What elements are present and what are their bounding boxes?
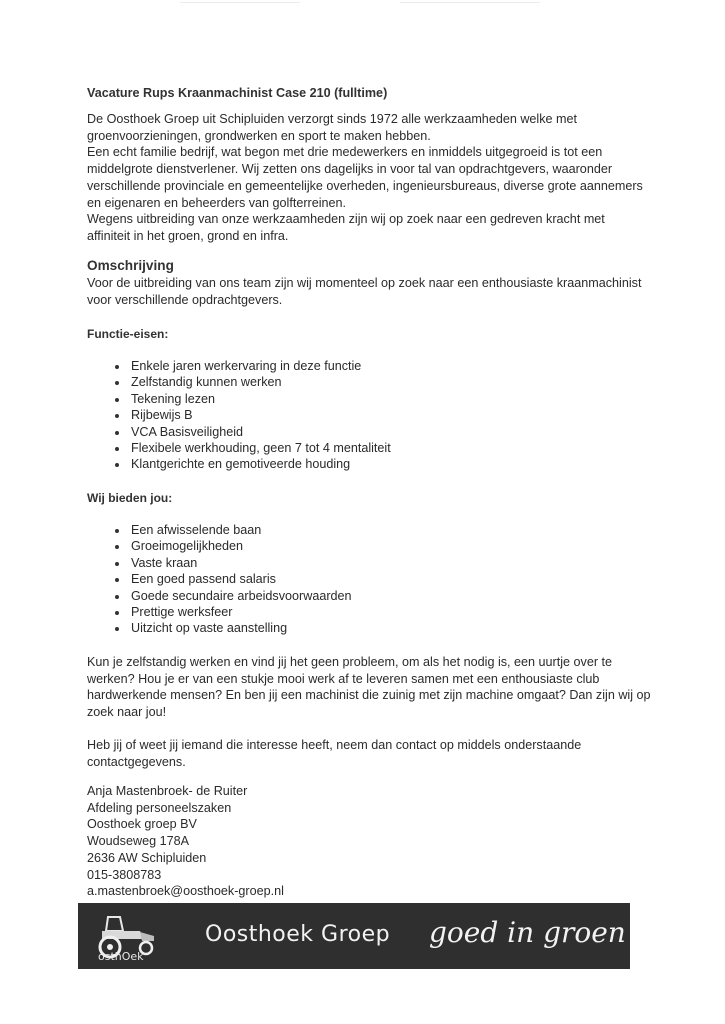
contact-intro-line: contactgegevens. — [87, 754, 186, 769]
contact-city: 2636 AW Schipluiden — [87, 850, 207, 865]
list-item: VCA Basisveiligheid — [112, 424, 391, 440]
wij-bieden-heading: Wij bieden jou: — [87, 491, 173, 505]
page-title: Vacature Rups Kraanmachinist Case 210 (fulltime) — [87, 86, 388, 100]
contact-block — [87, 783, 647, 900]
list-item: Zelfstandig kunnen werken — [112, 374, 391, 390]
brand-tagline: goed in groen — [429, 916, 626, 949]
list-item: Prettige werksfeer — [112, 604, 352, 620]
list-item: Een afwisselende baan — [112, 522, 352, 538]
contact-company: Oosthoek groep BV — [87, 817, 197, 832]
omschrijving-heading: Omschrijving — [87, 258, 174, 273]
list-item: Vaste kraan — [112, 555, 352, 571]
intro-line: Een echt familie bedrijf, wat begon met drie medewerkers en inmiddels uitgegroeid is tot een — [87, 145, 603, 160]
list-item: Goede secundaire arbeidsvoorwaarden — [112, 588, 352, 604]
logo-wordmark: osthOek — [98, 950, 144, 963]
intro-line: en eigenaren en beheerders van golfterreinen. — [87, 195, 347, 210]
closing-paragraph — [87, 654, 651, 721]
scan-artifact — [400, 2, 540, 3]
list-item: Rijbewijs B — [112, 407, 391, 423]
footer-banner — [78, 903, 630, 969]
closing-line: werken? Hou je er van een stukje mooi werk af te leveren samen met een enthousiaste club — [87, 671, 600, 686]
omschrijving-line: Voor de uitbreiding van ons team zijn wij momenteel op zoek naar een enthousiaste kraanmachinist — [87, 276, 642, 290]
intro-line: middelgrote dienstverlener. Wij zetten ons dagelijks in voor tal van opdrachtgevers, waaronder — [87, 162, 613, 177]
list-item: Enkele jaren werkervaring in deze functie — [112, 358, 391, 374]
list-item: Klantgerichte en gemotiveerde houding — [112, 456, 391, 472]
list-item: Een goed passend salaris — [112, 571, 352, 587]
list-item: Groeimogelijkheden — [112, 538, 352, 554]
intro-line: affiniteit in het groen, grond en infra. — [87, 228, 289, 243]
intro-line: groenvoorzieningen, grondwerken en sport te maken hebben. — [87, 128, 431, 143]
wij-bieden-list — [112, 522, 352, 637]
contact-intro-line: Heb jij of weet jij iemand die interesse heeft, neem dan contact op middels onderstaande — [87, 738, 582, 752]
omschrijving-line: voor verschillende opdrachtgevers. — [87, 292, 283, 307]
contact-street: Woudseweg 178A — [87, 834, 189, 849]
contact-department: Afdeling personeelszaken — [87, 800, 232, 815]
omschrijving-paragraph — [87, 275, 647, 308]
contact-email: a.mastenbroek@oosthoek-groep.nl — [87, 884, 284, 899]
list-item: Flexibele werkhouding, geen 7 tot 4 mentaliteit — [112, 440, 391, 456]
intro-line: De Oosthoek Groep uit Schipluiden verzorgt sinds 1972 alle werkzaamheden welke met — [87, 112, 578, 126]
intro-line: verschillende provinciale en gemeentelijke overheden, ingenieursbureaus, diverse grote aannemers — [87, 178, 643, 193]
closing-line: hardwerkende mensen? En ben jij een machinist die zuinig met zijn machine omgaat? Dan zijn wij op — [87, 688, 651, 703]
functie-eisen-heading: Functie-eisen: — [87, 327, 169, 341]
list-item: Tekening lezen — [112, 391, 391, 407]
closing-line: Kun je zelfstandig werken en vind jij het geen probleem, om als het nodig is, een uurtje over te — [87, 655, 613, 669]
brand-name: Oosthoek Groep — [205, 922, 391, 947]
functie-eisen-list — [112, 358, 391, 473]
contact-intro-paragraph — [87, 737, 647, 770]
scan-artifact — [180, 2, 300, 3]
intro-paragraph — [87, 111, 647, 245]
contact-phone: 015-3808783 — [87, 867, 162, 882]
contact-name: Anja Mastenbroek- de Ruiter — [87, 784, 248, 798]
list-item: Uitzicht op vaste aanstelling — [112, 620, 352, 636]
intro-line: Wegens uitbreiding van onze werkzaamheden zijn wij op zoek naar een gedreven kracht met — [87, 212, 605, 227]
closing-line: zoek naar jou! — [87, 705, 167, 720]
